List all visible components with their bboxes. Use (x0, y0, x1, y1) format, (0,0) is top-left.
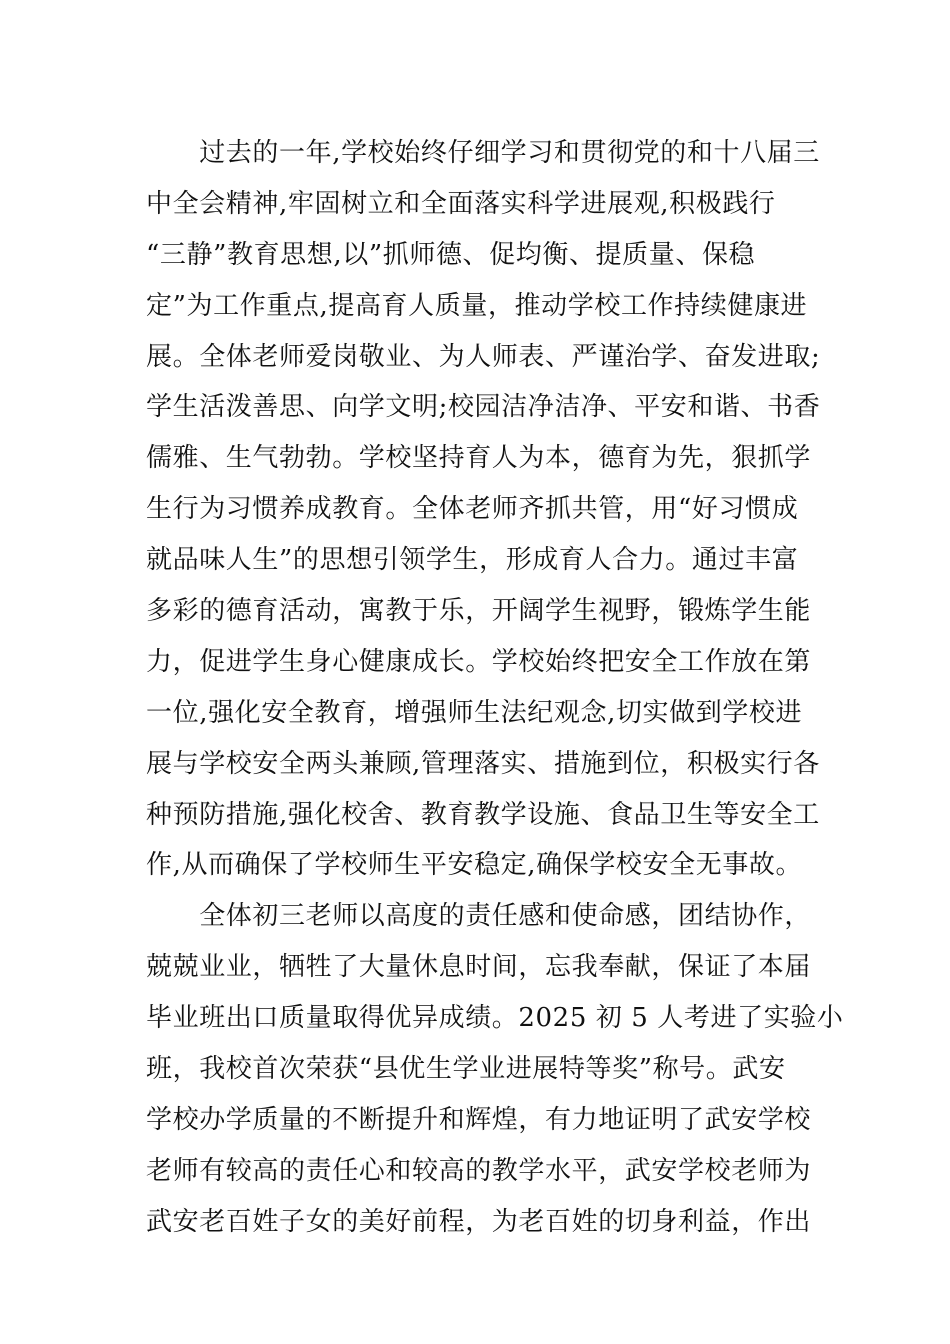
text-line: 展与学校安全两头兼顾,管理落实、措施到位，积极实行各 (146, 748, 820, 779)
text-line: 生行为习惯养成教育。全体老师齐抓共管，用“好习惯成 (146, 494, 799, 525)
text-line: 作,从而确保了学校师生平安稳定,确保学校安全无事故。 (146, 850, 803, 881)
text-line: 就品味人生”的思想引领学生，形成育人合力。通过丰富 (146, 545, 799, 576)
text-line: 力，促进学生身心健康成长。学校始终把安全工作放在第 (146, 646, 812, 677)
text-line: 兢兢业业，牺牲了大量休息时间，忘我奉献，保证了本届 (146, 952, 812, 983)
text-line: 定”为工作重点,提高育人质量，推动学校工作持续健康进 (146, 290, 808, 321)
text-line: 老师有较高的责任心和较高的教学水平，武安学校老师为 (146, 1155, 812, 1186)
text-line: “三静”教育思想,以”抓师德、促均衡、提质量、保稳 (146, 239, 756, 270)
text-line: 武安老百姓子女的美好前程，为老百姓的切身利益，作出 (146, 1206, 812, 1237)
paragraph-2 (146, 891, 844, 1247)
text-line: 展。全体老师爱岗敬业、为人师表、严谨治学、奋发进取; (146, 341, 821, 372)
text-line: 学校办学质量的不断提升和辉煌，有力地证明了武安学校 (146, 1104, 812, 1135)
text-line: 儒雅、生气勃勃。学校坚持育人为本，德育为先，狠抓学 (146, 443, 812, 474)
text-line: 一位,强化安全教育，增强师生法纪观念,切实做到学校进 (146, 697, 803, 728)
text-line: 毕业班出口质量取得优异成绩。2025 初 5 人考进了实验小 (146, 1003, 844, 1034)
text-line: 多彩的德育活动，寓教于乐，开阔学生视野，锻炼学生能 (146, 596, 812, 627)
document-body (146, 128, 844, 1248)
text-line: 种预防措施,强化校舍、教育教学设施、食品卫生等安全工 (146, 799, 820, 830)
text-line: 学生活泼善思、向学文明;校园洁净洁净、平安和谐、书香 (146, 392, 821, 423)
text-line: 过去的一年,学校始终仔细学习和贯彻党的和十八届三 (146, 138, 820, 168)
text-line: 全体初三老师以高度的责任感和使命感，团结协作， (146, 901, 812, 932)
text-line: 中全会精神,牢固树立和全面落实科学进展观,积极践行 (146, 188, 776, 219)
paragraph-1 (146, 128, 826, 891)
text-line: 班，我校首次荣获“县优生学业进展特等奖”称号。武安 (146, 1054, 786, 1085)
